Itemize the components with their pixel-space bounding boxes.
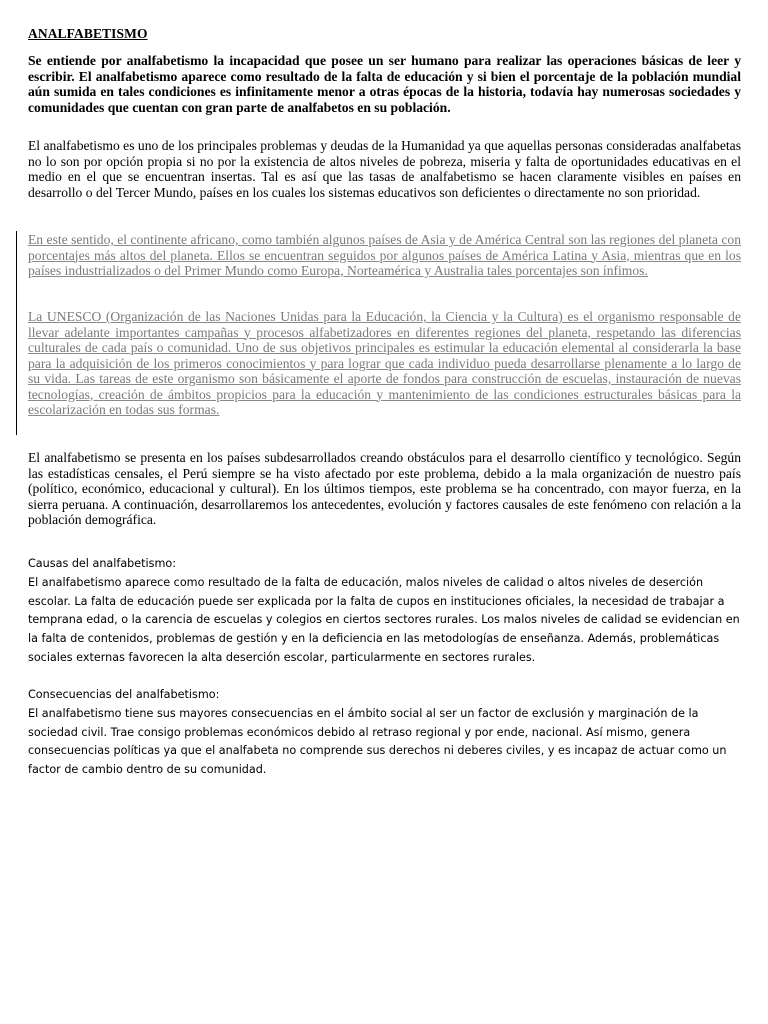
- causes-heading: Causas del analfabetismo:: [28, 557, 176, 570]
- consequences-section: [28, 686, 743, 780]
- causes-text: El analfabetismo aparece como resultado de la falta de educación, malos niveles de calidad o altos niveles de deserción escolar. La falta de educación puede ser explicada por la falta de cupos en instituciones oficiales, la necesidad de trabajar a temprana edad, o la carencia de escuelas y colegios en ciertos sectores rurales. Los malos niveles de calidad se evidencian en la falta de contenidos, problemas de gestión y en la deficiencia en las metodologías de enseñanza. Además, problemáticas sociales externas favorecen la alta deserción escolar, particularmente en sectores rurales.: [28, 575, 740, 664]
- causes-section: [28, 555, 743, 668]
- document-title: ANALFABETISMO: [28, 26, 148, 41]
- linked-paragraph-2[interactable]: La UNESCO (Organización de las Naciones Unidas para la Educación, la Ciencia y la Cultura) es el organismo responsable de llevar adelante importantes campañas y procesos alfabetizadores en diferentes regiones del planeta, respetando las diferencias culturales de cada país o comunidad. Uno de sus objetivos principales es estimular la educación elemental al considerarla la base para la adquisición de los primeros conocimientos y para lograr que cada individuo pueda desarrollarse plenamente a lo largo de su vida. Las tareas de este organismo son básicamente el aporte de fondos para construcción de escuelas, instauración de nuevas tecnologías, creación de ámbitos propicios para la educación y mantenimiento de las condiciones estructurales básicas para la escolarización en todas sus formas.: [28, 309, 741, 417]
- consequences-heading: Consecuencias del analfabetismo:: [28, 688, 220, 701]
- consequences-text: El analfabetismo tiene sus mayores consecuencias en el ámbito social al ser un factor de exclusión y marginación de la sociedad civil. Trae consigo problemas económicos debido al retraso regional y por ende, nacional. Así mismo, genera consecuencias políticas ya que el analfabeta no comprende sus derechos ni deberes civiles, y es incapaz de actuar como un factor de cambio dentro de su comunidad.: [28, 706, 727, 777]
- body-paragraph-2: El analfabetismo se presenta en los países subdesarrollados creando obstáculos para el desarrollo científico y tecnológico. Según las estadísticas censales, el Perú siempre se ha visto afectado por este problema, debido a la mala organización de nuestro país (político, económico, educacional y cultural). En los últimos tiempos, este problema se ha concentrado, con mayor fuerza, en la sierra peruana. A continuación, desarrollaremos los antecedentes, evolución y factores causales de este fenómeno con relación a la población demográfica.: [28, 450, 741, 527]
- linked-paragraph-1[interactable]: En este sentido, el continente africano, como también algunos países de Asia y de América Central son las regiones del planeta con porcentajes más altos del planeta. Ellos se encuentran seguidos por algunos países de América Latina y Asia, mientras que en los países industrializados o del Primer Mundo como Europa, Norteamérica y Australia tales porcentajes son ínfimos.: [28, 232, 741, 278]
- body-paragraph-1: El analfabetismo es uno de los principales problemas y deudas de la Humanidad ya que aquellas personas consideradas analfabetas no lo son por opción propia si no por la existencia de altos niveles de pobreza, miseria y falta de oportunidades educativas en el medio en el que se encuentran insertas. Tal es así que las tasas de analfabetismo se hacen claramente visibles en países en desarrollo o del Tercer Mundo, países en los cuales los sistemas educativos son deficientes o directamente no son prioridad.: [28, 138, 741, 200]
- intro-paragraph: Se entiende por analfabetismo la incapacidad que posee un ser humano para realizar las operaciones básicas de leer y escribir. El analfabetismo aparece como resultado de la falta de educación y si bien el porcentaje de la población mundial aún sumida en tales condiciones es infinitamente menor a otras épocas de la historia, todavía hay numerosas sociedades y comunidades que cuentan con gran parte de analfabetos en su población.: [28, 53, 741, 115]
- change-bar: [16, 231, 17, 435]
